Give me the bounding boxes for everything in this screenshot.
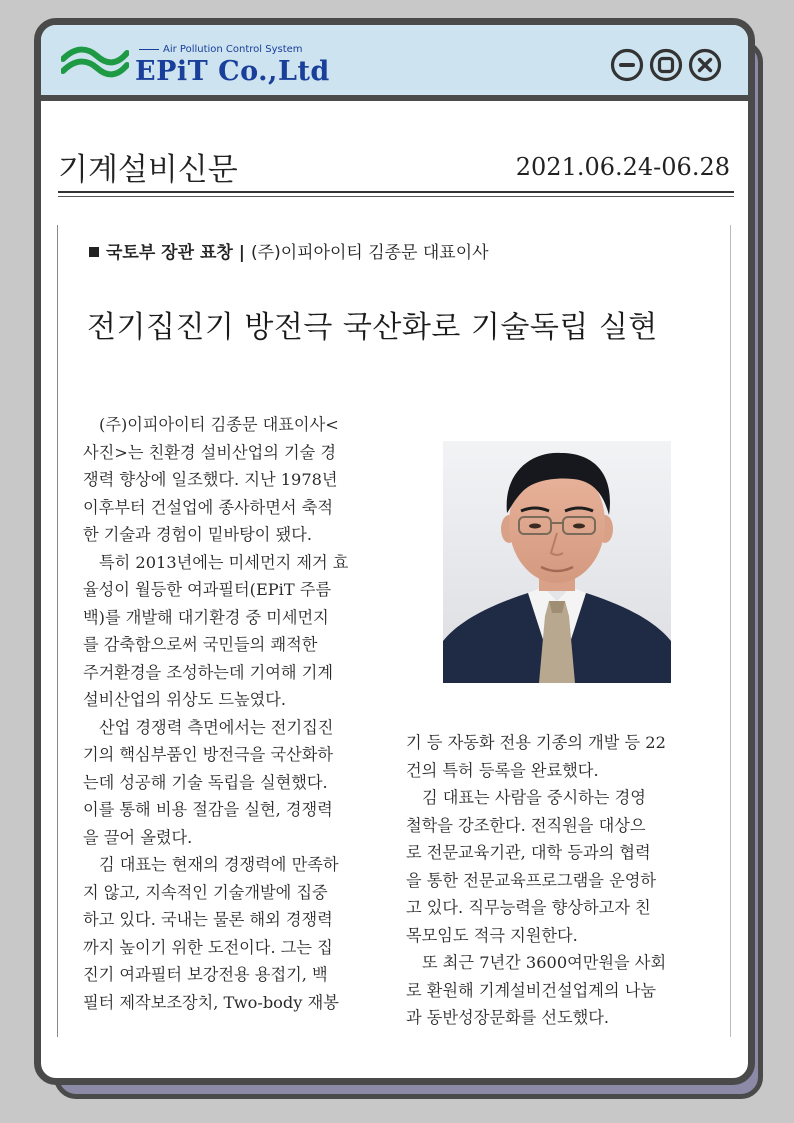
text-line: 이후부터 건설업에 종사하면서 축적 [83, 497, 333, 517]
text-line: 한 기술과 경험이 밑바탕이 됐다. [83, 525, 313, 544]
x-circle-icon[interactable] [688, 48, 722, 82]
text-line: 기의 핵심부품인 방전극을 국산화하 [83, 745, 333, 764]
text-line: 김 대표는 사람을 중시하는 경영 [422, 788, 646, 807]
article-headline: 전기집진기 방전극 국산화로 기술독립 실현 [87, 310, 658, 345]
text-line: 필터 제작보조장치, Two-body 재봉 [83, 992, 339, 1012]
article-window [34, 18, 755, 1085]
text-line: 쟁력 향상에 일조했다. 지난 1978년 [83, 470, 338, 489]
award-label: 국토부 장관 표창 [106, 243, 233, 263]
text-line: 산업 경쟁력 측면에서는 전기집진 [99, 717, 334, 737]
minus-circle-icon[interactable] [610, 48, 644, 82]
text-line: 지 않고, 지속적인 기술개발에 집중 [83, 882, 328, 902]
text-line: 사진>는 친환경 설비산업의 기술 경 [83, 442, 337, 462]
article-column-1 [83, 411, 383, 1016]
text-line: 로 환원해 기계설비건설업계의 나눔 [406, 980, 656, 1000]
text-line: 를 감축함으로써 국민들의 쾌적한 [83, 635, 318, 654]
company-name: EPiT Co.,Ltd [135, 56, 330, 87]
window-controls [610, 48, 722, 82]
text-line: 백)를 개발해 대기환경 중 미세먼지 [83, 607, 329, 627]
text-line: 는데 성공해 기술 독립을 실현했다. [83, 772, 328, 792]
company-logo [61, 37, 361, 87]
wave-logo-icon [61, 45, 129, 79]
text-line: 목모임도 적극 지원한다. [406, 925, 578, 945]
text-line: 율성이 월등한 여과필터(EPiT 주름 [83, 580, 332, 599]
kicker-person: (주)이피아이티 김종문 대표이사 [251, 243, 489, 263]
text-line: 진기 여과필터 보강전용 용접기, 백 [83, 965, 328, 984]
text-line: 을 통한 전문교육프로그램을 운영하 [406, 870, 656, 890]
text-line: 특히 2013년에는 미세먼지 제거 효 [99, 552, 349, 572]
text-line: 김 대표는 현재의 경쟁력에 만족하 [99, 855, 339, 874]
text-line: 고 있다. 직무능력을 향상하고자 친 [406, 898, 651, 917]
header-rule-thin [58, 196, 734, 197]
article-column-2 [406, 729, 706, 1032]
text-line: 을 끌어 올렸다. [83, 827, 193, 847]
title-bar [41, 25, 748, 101]
publication-date: 2021.06.24-06.28 [515, 153, 730, 181]
text-line: 또 최근 7년간 3600여만원을 사회 [422, 953, 667, 972]
text-line: 기 등 자동화 전용 기종의 개발 등 22 [406, 733, 666, 752]
text-line: 주거환경을 조성하는데 기여해 기계 [83, 662, 333, 682]
ceo-portrait-photo [443, 441, 671, 683]
text-line: 철학을 강조한다. 전직원을 대상으 [406, 815, 646, 835]
bullet-square-icon [89, 247, 99, 257]
text-line: (주)이피아이티 김종문 대표이사< [99, 415, 339, 434]
square-circle-icon[interactable] [649, 48, 683, 82]
text-line: 과 동반성장문화를 선도했다. [406, 1008, 610, 1027]
page-edge-right [730, 225, 731, 1037]
text-line: 하고 있다. 국내는 물론 해외 경쟁력 [83, 910, 333, 929]
article-kicker [89, 238, 489, 263]
company-tagline: Air Pollution Control System [139, 44, 303, 55]
text-line: 로 전문교육기관, 대학 등과의 협력 [406, 843, 651, 862]
text-line: 설비산업의 위상도 드높였다. [83, 690, 287, 709]
text-line: 이를 통해 비용 절감을 실현, 경쟁력 [83, 800, 333, 819]
article-content [41, 101, 748, 1085]
text-line: 까지 높이기 위한 도전이다. 그는 집 [83, 937, 333, 957]
page-edge-left [57, 225, 58, 1037]
header-rule [58, 191, 734, 193]
newspaper-name: 기계설비신문 [58, 152, 238, 188]
kicker-separator: | [238, 243, 246, 263]
text-line: 건의 특허 등록을 완료했다. [406, 760, 599, 780]
